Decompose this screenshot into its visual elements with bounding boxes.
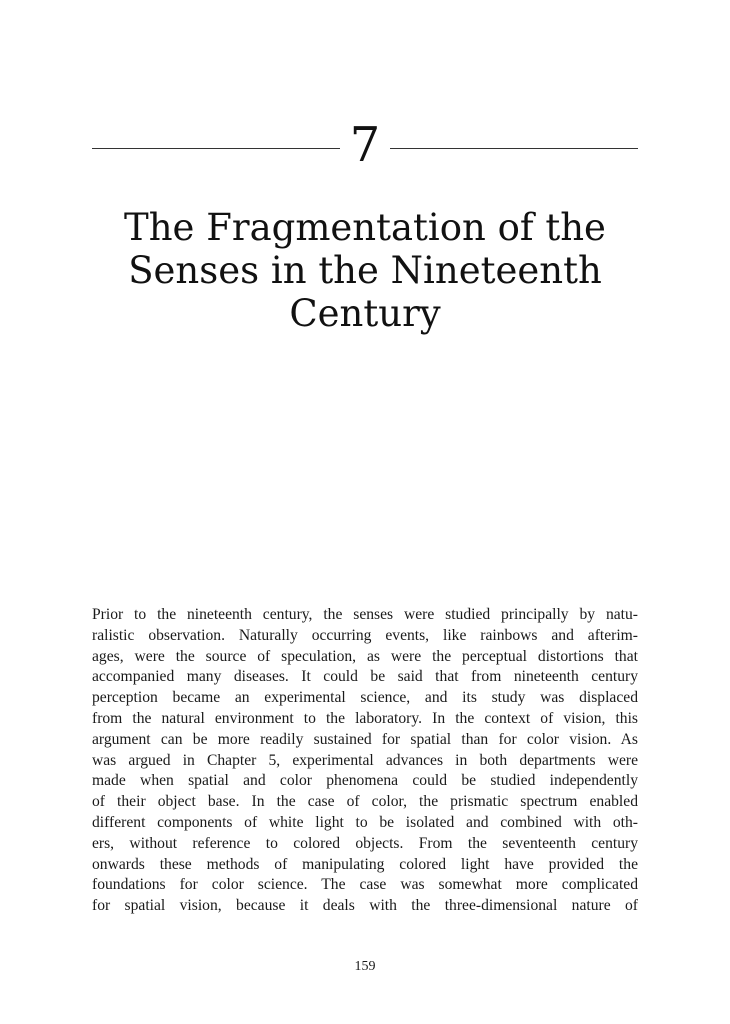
body-line: accompanied many diseases. It could be said that from nineteenth century bbox=[92, 668, 638, 686]
chapter-title-line: Century bbox=[289, 292, 441, 335]
body-line: of their object base. In the case of color, the prismatic spectrum enabled bbox=[92, 793, 638, 811]
page-number: 159 bbox=[354, 959, 376, 974]
chapter-rule-right bbox=[380, 148, 638, 149]
body-line: argument can be more readily sustained for spatial than for color vision. As bbox=[92, 730, 638, 748]
body-line: Prior to the nineteenth century, the senses were studied principally by natu- bbox=[92, 606, 638, 623]
body-line: ralistic observation. Naturally occurring events, like rainbows and afterim- bbox=[92, 626, 638, 644]
body-line: different components of white light to be isolated and combined with oth- bbox=[92, 813, 638, 831]
body-line: onwards these methods of manipulating colored light have provided the bbox=[92, 855, 638, 873]
body-line: foundations for color science. The case was somewhat more complicated bbox=[92, 876, 638, 894]
body-paragraph bbox=[92, 605, 638, 917]
body-line: for spatial vision, because it deals with the three-dimensional nature of bbox=[92, 897, 638, 915]
body-line: perception became an experimental science, and its study was displaced bbox=[92, 689, 638, 707]
body-line: ers, without reference to colored objects. From the seventeenth century bbox=[92, 834, 638, 852]
body-line: made when spatial and color phenomena could be studied independently bbox=[92, 772, 638, 790]
chapter-rule-left bbox=[92, 148, 348, 149]
chapter-title bbox=[92, 206, 638, 335]
body-line: ages, were the source of speculation, as were the perceptual distortions that bbox=[92, 647, 638, 665]
body-line: from the natural environment to the laboratory. In the context of vision, this bbox=[92, 709, 638, 727]
body-line: was argued in Chapter 5, experimental advances in both departments were bbox=[92, 751, 638, 769]
chapter-title-line: The Fragmentation of the bbox=[124, 206, 606, 249]
chapter-title-line: Senses in the Nineteenth bbox=[128, 249, 602, 292]
chapter-number: 7 bbox=[340, 118, 390, 172]
